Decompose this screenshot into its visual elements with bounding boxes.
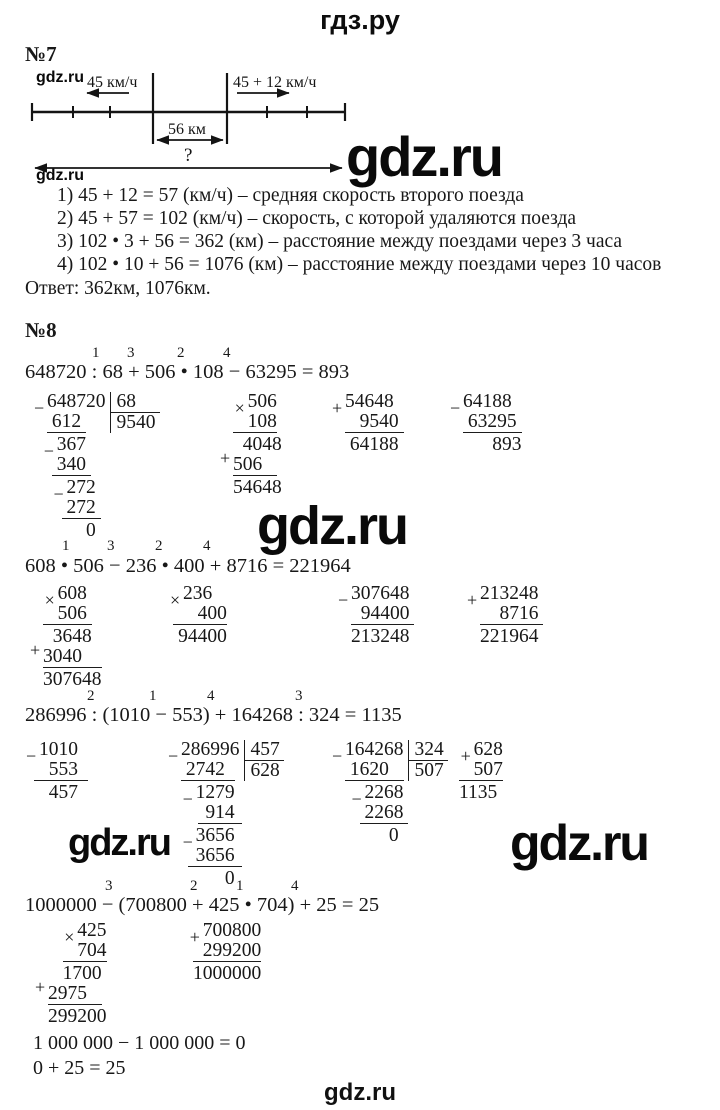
watermark-mid-right: gdz.ru [510,815,648,871]
division-quotient: 507 [408,760,448,781]
operation-sign: × [64,927,75,947]
calc-row [345,782,408,809]
calc-number: 893 [492,434,522,455]
calc-number: 457 [48,782,78,803]
calc-number: 507 [473,759,503,780]
site-header-watermark: гдз.ру [320,5,400,35]
watermark-big-right: gdz.ru [346,125,502,188]
calc-number: 2268 [364,782,404,803]
expression-1: 648720 : 68 + 506 • 108 − 63295 = 893 [25,361,350,383]
operation-sign: + [35,977,46,997]
operation-sign: − [53,484,64,504]
calc-row [48,941,107,961]
task8-label: №8 [25,318,57,342]
task7-label: №7 [25,42,57,66]
calc-number: 299200 [48,1006,107,1027]
calc-number: 553 [48,759,78,780]
calc-number: 506 [247,391,277,412]
addition-213248-plus-8716 [465,584,543,647]
calc-row [332,739,444,766]
order-mark: 2 [190,878,198,894]
solution-line-3: 3) 102 • 3 + 56 = 362 (км) – расстояние между поездами через 3 часа [57,231,623,252]
calc-row [47,498,106,518]
calc-row [220,448,282,475]
order-mark: 3 [105,878,113,894]
calc-row [480,604,543,624]
subtraction-307648-minus-94400 [336,584,414,647]
trains-distance-diagram [25,66,355,188]
calc-number: 286996 [181,739,240,760]
order-mark: 3 [127,345,135,361]
multiplication-236-by-400 [168,584,227,647]
calc-row [43,627,102,647]
calc-row [181,803,242,823]
calc-row [345,412,404,432]
calc-row [43,434,106,461]
calc-number: 704 [77,940,107,961]
calc-row [351,627,414,647]
calc-number: 1135 [459,782,498,803]
subtraction-1010-minus-553 [24,740,88,803]
calc-number: 506 [233,454,263,475]
order-mark: 4 [207,688,215,704]
watermark-big-center: gdz.ru [257,496,407,556]
calc-row [480,627,543,647]
calc-row [178,626,227,647]
calc-number: 64188 [349,434,399,455]
calc-number: 1010 [39,739,78,760]
calc-number: 63295 [467,411,517,432]
calc-number: 2975 [48,983,87,1004]
order-mark: 2 [87,688,95,704]
order-mark: 2 [177,345,185,361]
calc-number: 3656 [195,845,235,866]
multiplication-608-by-506 [28,584,102,690]
calc-number: 307648 [43,669,102,690]
calc-row [39,760,88,780]
operation-sign: × [170,590,181,610]
addition-628-plus-507 [444,740,503,803]
operation-sign: + [332,398,343,418]
operation-sign: + [30,640,41,660]
calc-number: 367 [56,434,86,455]
calc-row [43,670,102,690]
calc-row [47,455,106,475]
division-quotient: 9540 [110,412,160,433]
division-divisor: 324 [408,740,448,760]
operation-sign: × [44,590,55,610]
calc-number: 307648 [351,583,410,604]
order-mark: 4 [291,878,299,894]
calc-row [463,435,522,455]
operation-sign: + [460,746,471,766]
order-mark: 1 [92,345,100,361]
watermark-small-bottom: gdz.ru [36,167,84,184]
operation-sign: + [467,590,478,610]
multiplication-506-by-108 [218,392,282,498]
calc-number: 3648 [52,626,92,647]
calc-number: 3656 [195,825,235,846]
calc-number: 272 [66,477,96,498]
watermark-small-top: gdz.ru [36,69,84,86]
operation-sign: − [26,746,37,766]
calc-row [345,803,408,823]
calc-number: 108 [247,411,277,432]
final-line-2: 0 + 25 = 25 [33,1057,126,1079]
order-marks-expr2 [0,538,400,556]
calc-row [193,964,261,984]
calc-number: 213248 [480,583,539,604]
division-286996-by-457 [166,739,280,889]
calc-row [47,477,106,504]
calc-row [351,604,414,624]
division-divisor: 457 [244,740,284,760]
operation-sign: + [189,927,200,947]
calc-row [43,583,102,610]
calc-number: 64188 [463,391,512,412]
calc-number: 8716 [499,603,539,624]
right-speed-label: 45 + 12 км/ч [233,74,317,91]
calc-number: 164268 [345,739,404,760]
calc-number: 299200 [202,940,262,961]
calc-number: 2268 [364,802,404,823]
expression-3: 286996 : (1010 − 553) + 164268 : 324 = 1135 [25,704,402,726]
calc-row [181,759,280,781]
question-mark-label: ? [184,145,193,166]
calc-number: 612 [51,411,82,432]
calc-row [48,920,107,947]
calc-row [34,391,136,418]
calc-row [332,391,404,418]
calc-row [181,846,242,866]
distance-56km-label: 56 км [168,121,206,138]
calc-number: 9540 [359,411,399,432]
calc-number: 425 [77,920,107,941]
order-mark: 1 [149,688,157,704]
order-mark: 4 [223,345,231,361]
operation-sign: − [168,746,179,766]
calc-row [459,783,503,803]
calc-number: 4048 [242,434,282,455]
calc-number: 1700 [62,963,102,984]
answer-line: Ответ: 362км, 1076км. [25,278,211,299]
operation-sign: − [450,398,461,418]
operation-sign: + [220,448,231,468]
calc-number: 914 [205,802,235,823]
final-line-1: 1 000 000 − 1 000 000 = 0 [33,1032,246,1054]
calc-row [338,583,414,610]
order-mark: 3 [295,688,303,704]
calc-number: 221964 [480,626,539,647]
calc-row [168,739,280,766]
calc-number: 400 [197,603,227,624]
calc-number: 0 [86,520,96,541]
calc-number: 236 [183,583,213,604]
calc-row [47,411,156,433]
solution-line-2: 2) 45 + 57 = 102 (км/ч) – скорость, с которой удаляются поезда [57,208,577,229]
addition-54648-plus-9540 [330,392,404,455]
calc-row [345,826,408,846]
operation-sign: − [182,789,193,809]
order-mark: 3 [107,538,115,554]
solution-line-1: 1) 45 + 12 = 57 (км/ч) – средняя скорость второго поезда [57,185,524,206]
calc-row [193,941,261,961]
expression-4: 1000000 − (700800 + 425 • 704) + 25 = 25 [25,894,380,916]
operation-sign: − [34,398,45,418]
calc-number: 2742 [185,759,225,780]
calc-row [183,604,227,624]
calc-row [233,435,282,455]
calc-row [233,391,282,418]
calc-number: 648720 [47,391,106,412]
order-mark: 2 [155,538,163,554]
division-divisor: 68 [110,392,141,412]
calc-row [30,640,102,667]
division-164268-by-324 [330,739,444,846]
calc-row [26,739,88,766]
calc-row [35,977,107,1004]
calc-row [170,583,227,610]
calc-number: 340 [56,454,86,475]
calc-row [189,920,262,947]
calc-row [467,583,543,610]
operation-sign: − [351,789,362,809]
operation-sign: − [182,832,193,852]
calc-row [181,825,242,852]
calc-number: 54648 [233,477,282,498]
solution-line-4: 4) 102 • 10 + 56 = 1076 (км) – расстояние между поездами через 10 часов [57,254,662,275]
calc-row [345,759,444,781]
calc-number: 94400 [360,603,410,624]
calc-row [48,1007,107,1027]
calc-number: 506 [57,603,87,624]
calc-row [459,739,503,766]
division-648720-by-68 [32,391,156,541]
left-speed-label: 45 км/ч [87,74,138,91]
watermark-mid-left: gdz.ru [68,822,170,864]
calc-number: 272 [66,497,96,518]
calc-number: 213248 [351,626,410,647]
calc-row [463,412,522,432]
calc-number: 3040 [43,646,82,667]
addition-700800-plus-299200 [178,921,261,984]
calc-row [450,391,522,418]
calc-number: 0 [224,868,235,889]
calc-row [43,604,102,624]
calc-number: 94400 [178,626,227,647]
operation-sign: − [332,746,343,766]
order-mark: 1 [62,538,70,554]
calc-number: 628 [473,739,503,760]
division-quotient: 628 [244,760,284,781]
order-mark: 4 [203,538,211,554]
calc-number: 1620 [349,759,389,780]
calc-number: 700800 [202,920,262,941]
order-mark: 1 [236,878,244,894]
calc-row [233,412,282,432]
site-footer-watermark: gdz.ru [324,1079,396,1106]
expression-2: 608 • 506 − 236 • 400 + 8716 = 221964 [25,555,351,577]
calc-row [39,783,88,803]
calc-row [345,435,404,455]
calc-number: 1279 [195,782,235,803]
operation-sign: × [234,398,245,418]
operation-sign: − [338,590,349,610]
multiplication-425-by-704 [33,921,107,1027]
calc-number: 0 [388,825,399,846]
subtraction-64188-minus-63295 [448,392,522,455]
calc-row [459,760,503,780]
calc-row [181,782,242,809]
calc-number: 608 [57,583,87,604]
calc-number: 1000000 [193,963,262,984]
calc-row [48,964,107,984]
operation-sign: − [43,441,54,461]
calc-number: 54648 [345,391,394,412]
